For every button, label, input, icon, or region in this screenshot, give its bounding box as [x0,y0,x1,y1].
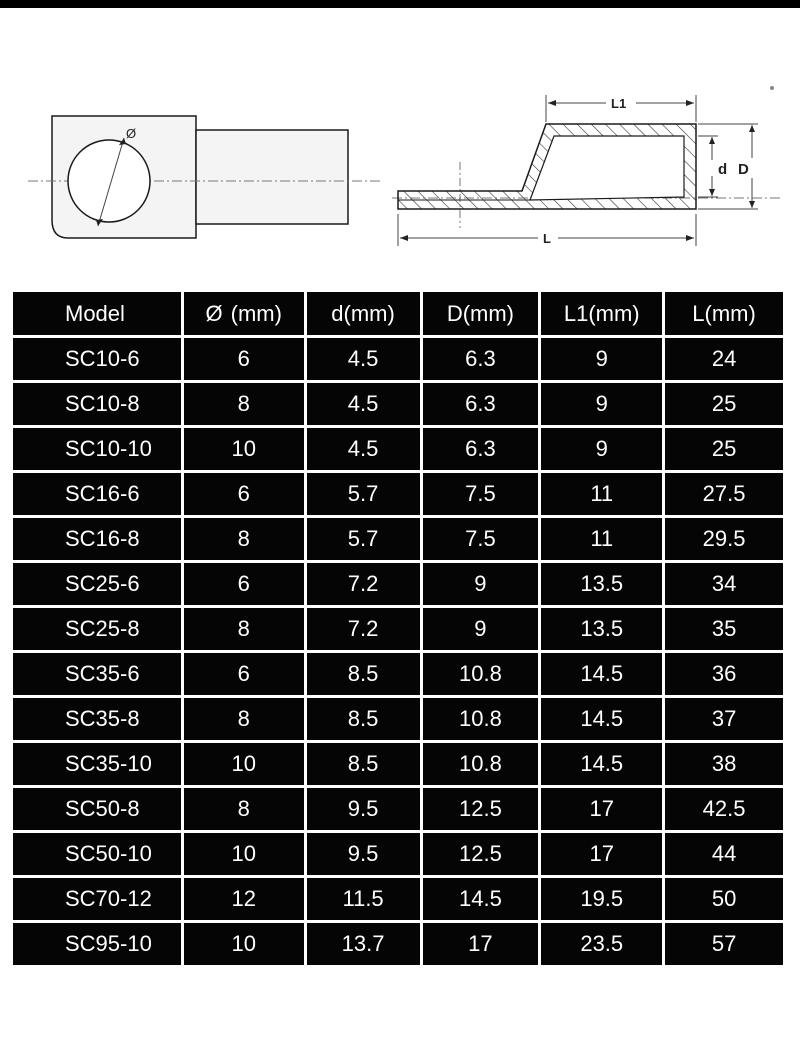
header-big-d: D(mm) [423,292,539,335]
l1-label: L1 [611,96,627,111]
header-l1: L1(mm) [541,292,662,335]
cell-d: 5.7 [307,473,420,515]
table-header-row [13,292,783,335]
cell-l1: 17 [541,833,662,875]
cell-l1: 23.5 [541,923,662,965]
cell-l: 29.5 [665,518,783,560]
cell-l: 25 [665,383,783,425]
cell-model: SC95-10 [13,923,181,965]
cell-l1: 14.5 [541,698,662,740]
header-l: L(mm) [665,292,783,335]
cell-big-d: 7.5 [423,473,539,515]
cell-big-d: 12.5 [423,833,539,875]
table-row [13,338,783,380]
header-d: d(mm) [307,292,420,335]
header-phi [184,292,304,335]
cell-big-d: 9 [423,608,539,650]
l-label: L [543,231,551,246]
cell-big-d: 10.8 [423,653,539,695]
cell-model: SC10-8 [13,383,181,425]
cell-model: SC50-10 [13,833,181,875]
cell-l1: 17 [541,788,662,830]
cell-d: 8.5 [307,743,420,785]
table-row [13,653,783,695]
cell-l: 35 [665,608,783,650]
cell-model: SC35-10 [13,743,181,785]
cell-phi: 8 [184,518,304,560]
cell-model: SC25-8 [13,608,181,650]
cell-l1: 13.5 [541,563,662,605]
cell-l1: 9 [541,383,662,425]
cell-l1: 11 [541,518,662,560]
cell-d: 7.2 [307,563,420,605]
cell-phi: 8 [184,608,304,650]
cell-phi: 10 [184,428,304,470]
cell-l: 50 [665,878,783,920]
cell-l: 34 [665,563,783,605]
cell-d: 4.5 [307,338,420,380]
cell-big-d: 6.3 [423,338,539,380]
cell-model: SC10-10 [13,428,181,470]
header-phi-unit: (mm) [230,300,282,326]
cell-d: 7.2 [307,608,420,650]
cell-phi: 12 [184,878,304,920]
cell-d: 5.7 [307,518,420,560]
cell-big-d: 17 [423,923,539,965]
cell-model: SC10-6 [13,338,181,380]
table-row [13,518,783,560]
cell-l: 36 [665,653,783,695]
cell-model: SC16-6 [13,473,181,515]
table-row [13,743,783,785]
big-d-label: D [738,161,749,178]
cell-big-d: 6.3 [423,428,539,470]
cell-phi: 8 [184,383,304,425]
cell-l1: 9 [541,338,662,380]
cell-l1: 13.5 [541,608,662,650]
table-row [13,563,783,605]
table-row [13,473,783,515]
cell-big-d: 7.5 [423,518,539,560]
cell-l: 42.5 [665,788,783,830]
cell-phi: 6 [184,338,304,380]
cell-big-d: 12.5 [423,788,539,830]
cell-l: 25 [665,428,783,470]
cell-model: SC50-8 [13,788,181,830]
cell-phi: 6 [184,653,304,695]
cell-big-d: 10.8 [423,743,539,785]
cell-d: 13.7 [307,923,420,965]
cell-d: 4.5 [307,383,420,425]
cell-model: SC35-6 [13,653,181,695]
cell-big-d: 14.5 [423,878,539,920]
cell-l: 27.5 [665,473,783,515]
cell-l: 37 [665,698,783,740]
table-row [13,608,783,650]
phi-label: Ø [126,126,137,141]
cell-phi: 6 [184,563,304,605]
technical-drawing [0,0,800,290]
cell-phi: 6 [184,473,304,515]
cell-l: 38 [665,743,783,785]
side-view-lug [392,95,782,246]
cell-l1: 14.5 [541,653,662,695]
cell-big-d: 10.8 [423,698,539,740]
cell-l1: 19.5 [541,878,662,920]
front-view-lug [28,116,380,238]
cell-l1: 14.5 [541,743,662,785]
cell-phi: 10 [184,833,304,875]
cell-l1: 9 [541,428,662,470]
cell-model: SC25-6 [13,563,181,605]
cell-l: 44 [665,833,783,875]
table-row [13,383,783,425]
cell-d: 9.5 [307,833,420,875]
cell-d: 11.5 [307,878,420,920]
cell-l: 57 [665,923,783,965]
table-row [13,833,783,875]
cell-l: 24 [665,338,783,380]
d-label: d [718,161,728,178]
cell-big-d: 9 [423,563,539,605]
table-row [13,428,783,470]
cell-model: SC35-8 [13,698,181,740]
cell-phi: 8 [184,698,304,740]
cell-d: 9.5 [307,788,420,830]
corner-dot [770,86,774,90]
cell-phi: 10 [184,923,304,965]
cell-model: SC16-8 [13,518,181,560]
cell-d: 8.5 [307,698,420,740]
cell-d: 8.5 [307,653,420,695]
header-model: Model [13,292,181,335]
cell-big-d: 6.3 [423,383,539,425]
table-row [13,878,783,920]
spec-table [13,292,783,968]
cell-d: 4.5 [307,428,420,470]
cell-phi: 10 [184,743,304,785]
table-row [13,788,783,830]
cell-phi: 8 [184,788,304,830]
phi-symbol: Ø [205,300,223,326]
cell-l1: 11 [541,473,662,515]
table-row [13,698,783,740]
cell-model: SC70-12 [13,878,181,920]
table-row [13,923,783,965]
